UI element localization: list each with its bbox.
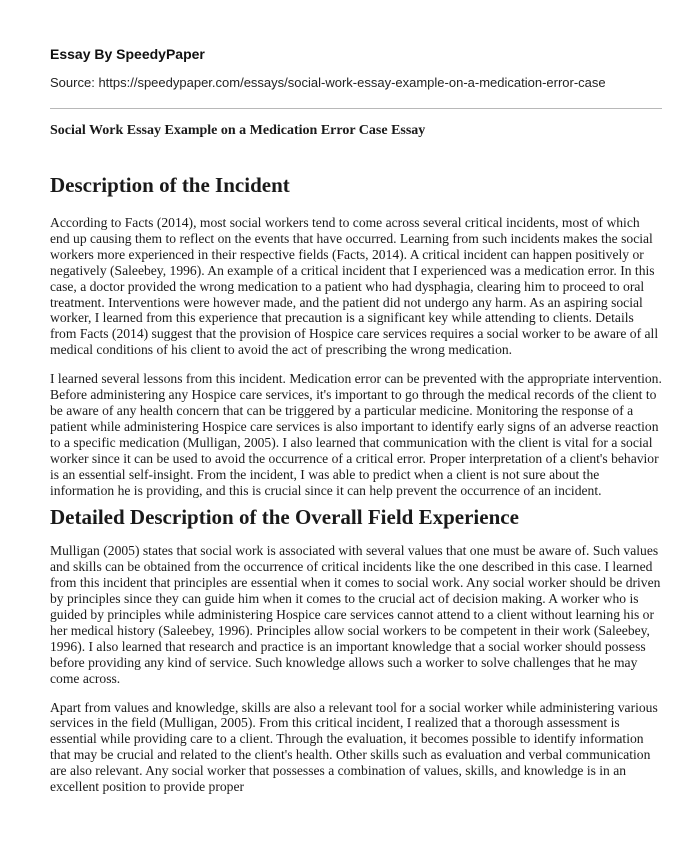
paragraph: According to Facts (2014), most social workers tend to come across several critical incidents, most of which end up causing them to reflect on the events that have occurred. Learning from such incidents makes the social workers more experienced in their respective fields (Facts, 2014). A critical incident can happen positively or negatively (Saleebey, 1996). An example of a critical incident that I experienced was a medication error. In this case, a doctor provided the wrong medication to a patient who had dysphagia, clearing him to proceed to oral treatment. Interventions were however made, and the patient did not undergo any harm. As an aspiring social worker, I learned from this experience that precaution is a significant key while attending to clients. Details from Facts (2014) suggest that the provision of Hospice care services requires a social worker to be aware of all medical conditions of his client to avoid the act of prescribing the wrong medication. [50,215,659,358]
source-label: Source: [50,75,95,90]
paragraph: Apart from values and knowledge, skills are also a relevant tool for a social worker while administering various services in the field (Mulligan, 2005). From this critical incident, I realized that a thorough assessment is essential while providing care to a client. Through the evaluation, it becomes possible to identify information that may be crucial and related to the client's health. Other skills such as evaluation and verbal communication are also relevant. Any social worker that possesses a combination of values, skills, and knowledge is in an excellent position to provide proper [50,699,658,795]
section-heading-field-experience: Detailed Description of the Overall Field Experience [50,505,519,530]
brand-title: Essay By SpeedyPaper [50,46,205,62]
essay-title: Social Work Essay Example on a Medication Error Case Essay [50,123,426,138]
source-link[interactable]: https://speedypaper.com/essays/social-work-essay-example-on-a-medication-error-case [98,75,606,90]
paragraph: I learned several lessons from this incident. Medication error can be prevented with the appropriate intervention. Before administering any Hospice care services, it's important to go through the medical records of the client to be aware of any health concern that can be triggered by a particular medicine. Monitoring the response of a patient while administering Hospice care services is also important to identify early signs of an adverse reaction to a specific medication (Mulligan, 2005). I also learned that communication with the client is vital for a social worker since it can be used to avoid the occurrence of a critical error. Proper interpretation of a client's behavior is an essential self-insight. From the incident, I was able to predict when a client is not sure about the information he is providing, and this is crucial since it can help prevent the occurrence of an incident. [50,371,662,498]
source-line [50,75,662,91]
header-divider [50,108,662,109]
paragraph: Mulligan (2005) states that social work is associated with several values that one must be aware of. Such values and skills can be obtained from the occurrence of critical incidents like the one described in this case. I learned from this incident that principles are essential when it comes to social work. Any social worker should be driven by principles since they can guide him when it comes to the crucial act of decision making. A worker who is guided by principles while administering Hospice care services cannot attend to a client without learning his or her medical history (Saleebey, 1996). Principles allow social workers to be competent in their work (Saleebey, 1996). I also learned that research and practice is an important knowledge that a social worker should possess before providing any kind of service. Such knowledge allows such a worker to solve challenges that he may come across. [50,543,661,686]
section-heading-incident: Description of the Incident [50,173,290,197]
